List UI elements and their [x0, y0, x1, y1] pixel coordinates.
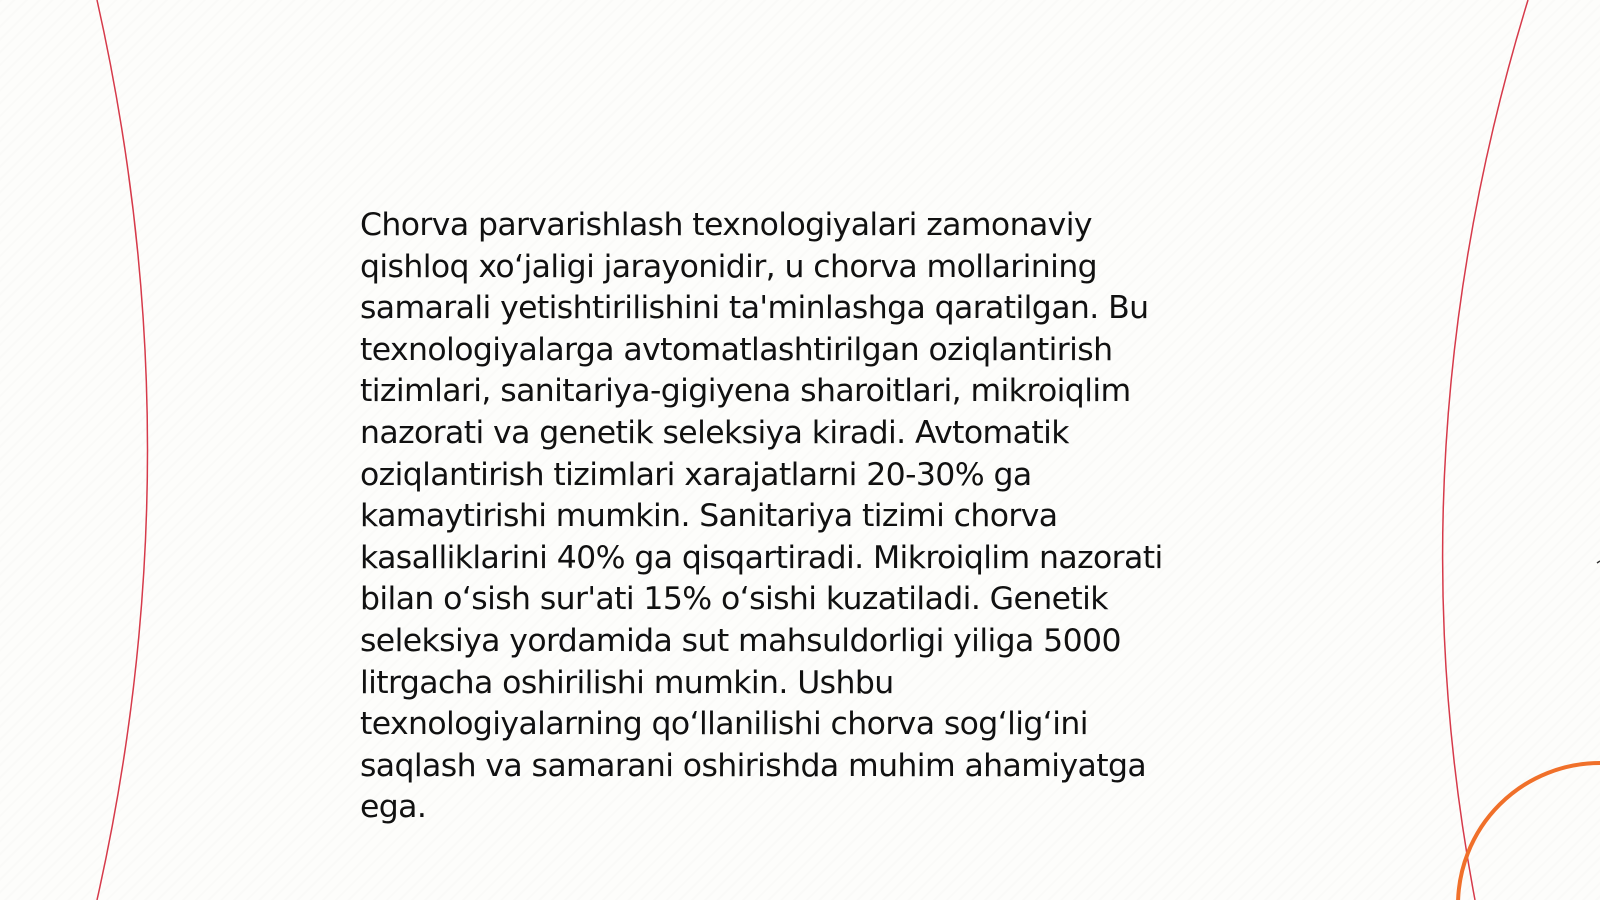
left-curve-line [97, 0, 148, 900]
right-curve-line [1443, 0, 1528, 900]
slide-body-text: Chorva parvarishlash texnologiyalari zamonaviy qishloq xo‘jaligi jarayonidir, u chorva mollarining samarali yetishtirilishini ta'minlashga qaratilgan. Bu texnologiyalarga avtomatlashtirilgan oziqlantirish tizimlari, sanitariya-gigiyena sharoitlari, mikroiqlim nazorati va genetik seleksiya kiradi. Avtomatik oziqlantirish tizimlari xarajatlarni 20-30% ga kamaytirishi mumkin. Sanitariya tizimi chorva kasalliklarini 40% ga qisqartiradi. Mikroiqlim nazorati bilan o‘sish sur'ati 15% o‘sishi kuzatiladi. Genetik seleksiya yordamida sut mahsuldorligi yiliga 5000 litrgacha oshirilishi mumkin. Ushbu texnologiyalarning qo‘llanilishi chorva sog‘lig‘ini saqlash va samarani oshirishda muhim ahamiyatga ega. [360, 207, 1163, 826]
orange-circle-accent [1458, 763, 1600, 900]
